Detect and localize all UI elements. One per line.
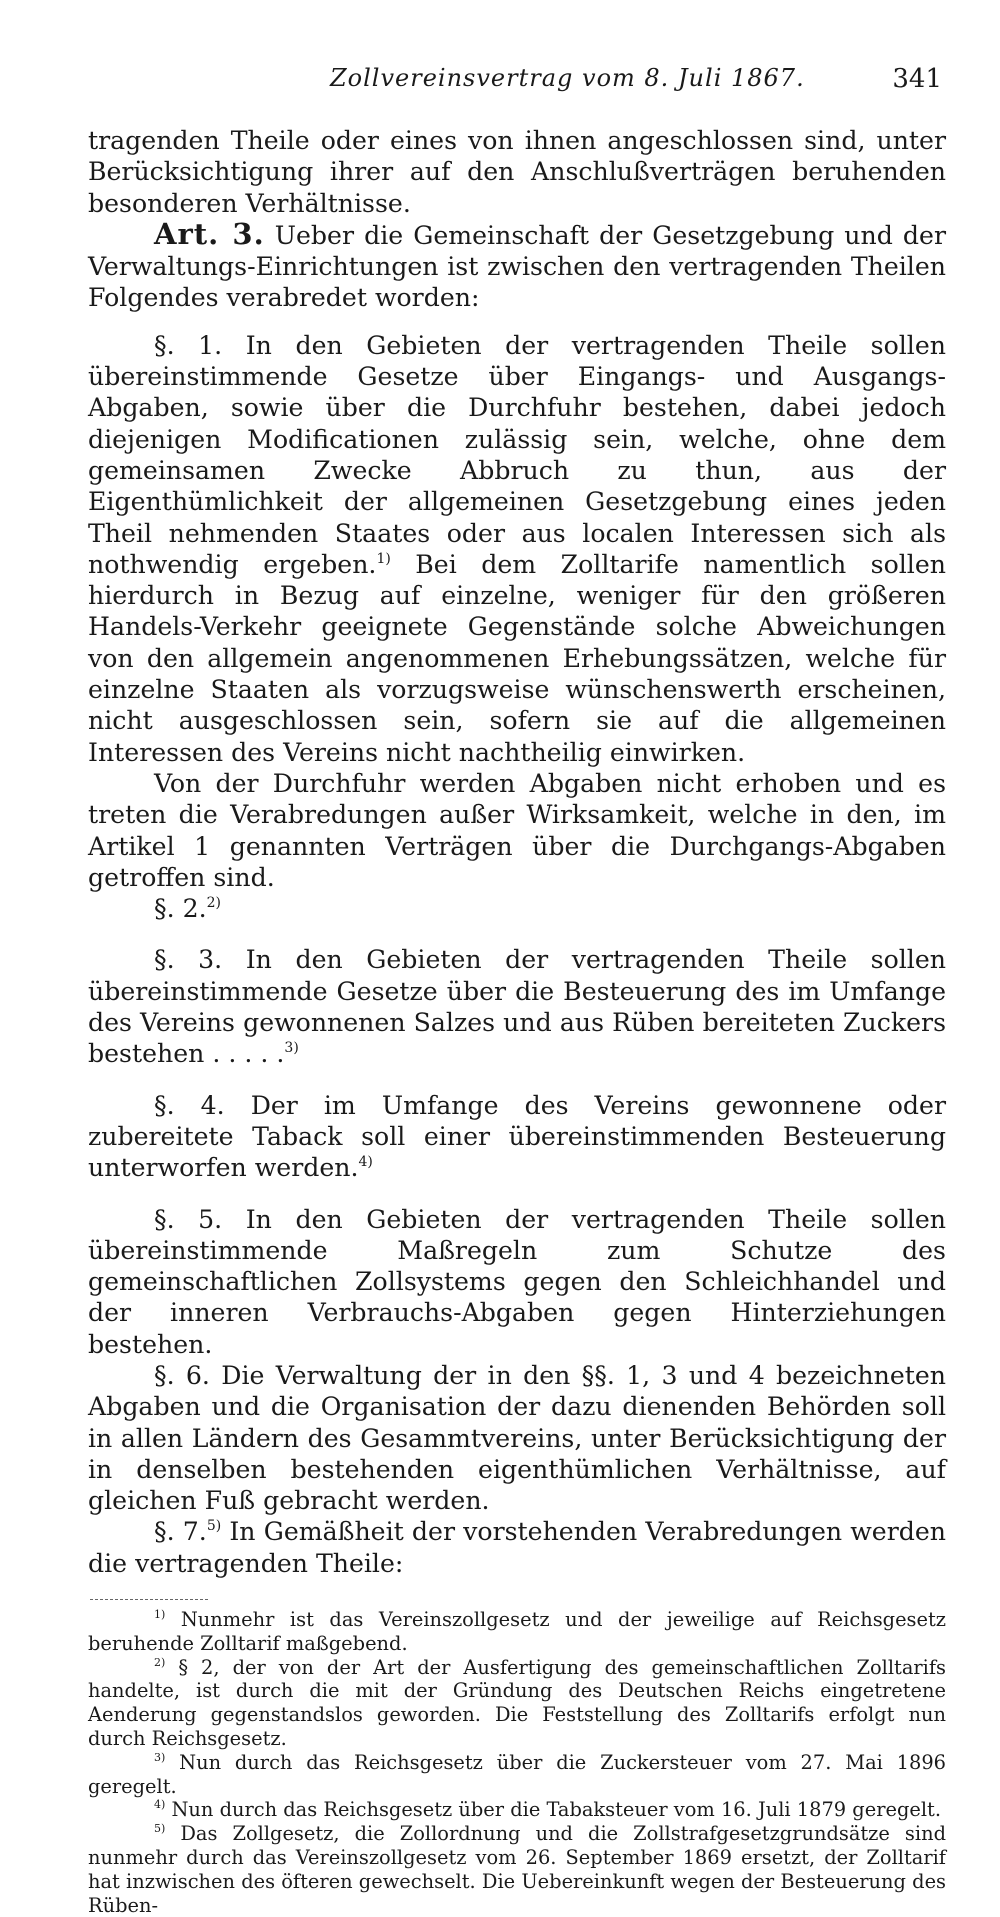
footnote-2-text: § 2, der von der Art der Ausfertigung des gemeinschaftlichen Zolltarifs handelte, ist durch die mit der Gründung des Deutschen Reichs eingetretene Aenderung gegenstandslos geworden. Die Feststellung des Zolltarifs erfolgt nun durch Reichsgesetz. [88,1655,946,1751]
section-6-text: Die Verwaltung der in den §§. 1, 3 und 4 bezeichneten Abgaben und die Organisation der dazu dienenden Behörden soll in allen Ländern des Gesammtvereins, unter Berücksichtigung der in denselben bestehenden eigenthümlichen Verhältnisse, auf gleichen Fuß gebracht werden. [88,1360,946,1516]
footnote-1-mark: 1) [154,1608,166,1622]
footnote-3-mark: 3) [154,1750,166,1764]
section-1-text-b: Bei dem Zolltarife namentlich sollen hierdurch in Bezug auf einzelne, weniger für den größeren Handels-Verkehr geeignete Gegenstände solche Abweichungen von den allgemein angenommenen Erhebungssätzen, welche für einzelne Staaten als vorzugsweise wünschenswerth erscheinen, nicht ausgeschlossen sein, sofern sie auf die allgemeinen Interessen des Vereins nicht nachtheilig einwirken. [88,549,946,767]
page-header [90,64,942,104]
page-number: 341 [892,64,942,94]
section-1-paragraph [88,330,946,768]
body-text [88,125,946,1917]
durchfuhr-paragraph: Von der Durchfuhr werden Abgaben nicht erhoben und es treten die Verabredungen außer Wirksamkeit, welche in den, im Artikel 1 genannten Verträgen über die Durchgangs-Abgaben getroffen sind. [88,768,946,892]
footnotes [88,1608,946,1917]
article-3-label: Art. 3. [154,216,265,251]
section-2-paragraph [88,893,946,924]
footnote-1-text: Nunmehr ist das Vereinszollgesetz und der jeweilige auf Reichsgesetz beruhende Zolltarif maßgebend. [88,1608,946,1655]
footnote-4-mark: 4) [154,1798,166,1812]
footnote-5-text: Das Zollgesetz, die Zollordnung und die Zollstrafgesetzgrundsätze sind nunmehr durch das Vereinszollgesetz vom 26. September 1869 ersetzt, der Zolltarif hat inzwischen des öfteren gewechselt. Die Uebereinkunft wegen der Besteuerung des Rüben- [88,1822,946,1917]
footnote-3 [88,1751,946,1799]
running-title: Zollvereinsvertrag vom 8. Juli 1867. [330,64,805,92]
section-1-label: §. 1. [154,330,223,360]
footnote-separator [90,1599,208,1600]
footnote-ref-5: 5) [206,1518,222,1535]
paragraph-continuation: tragenden Theile oder eines von ihnen angeschlossen sind, unter Berücksichtigung ihrer auf den Anschlußverträgen beruhenden besonderen Verhältnisse. [88,126,946,218]
footnote-5 [88,1822,946,1917]
section-2-label: §. 2. [154,894,207,924]
section-7-text: In Gemäßheit der vorstehenden Verabredungen werden die vertragenden Theile: [88,1517,946,1578]
section-1-text-a: In den Gebieten der vertragenden Theile sollen übereinstimmende Gesetze über Eingangs- und Ausgangs-Abgaben, sowie über die Durchfuhr bestehen, dabei jedoch diejenigen Modificationen zulässig sein, welche, ohne dem gemeinsamen Zwecke Abbruch zu thun, aus der Eigenthümlichkeit der allgemeinen Gesetzgebung eines jeden Theil nehmenden Staates oder aus localen Interessen sich als nothwendig ergeben. [88,330,946,579]
section-3-paragraph [88,944,946,1069]
footnote-2-mark: 2) [154,1655,166,1669]
footnote-4 [88,1798,946,1822]
footnote-ref-2: 2) [206,895,222,912]
footnote-ref-4: 4) [358,1154,373,1171]
footnote-2 [88,1656,946,1751]
footnote-3-text: Nun durch das Reichsgesetz über die Zuckersteuer vom 27. Mai 1896 geregelt. [88,1750,946,1798]
footnote-ref-3: 3) [284,1040,299,1057]
section-4-paragraph [88,1090,946,1184]
section-3-label: §. 3. [154,945,223,975]
section-5-paragraph [88,1204,946,1360]
article-3-text: Ueber die Gemeinschaft der Gesetzgebung und der Verwaltungs-Einrichtungen ist zwischen den vertragenden Theilen Folgendes verabredet worden: [88,220,946,313]
footnote-5-mark: 5) [154,1822,166,1836]
section-5-text: In den Gebieten der vertragenden Theile sollen übereinstimmende Maßregeln zum Schutze des gemeinschaftlichen Zollsystems gegen den Schleichhandel und der inneren Verbrauchs-Abgaben gegen Hinterziehungen bestehen. [88,1204,946,1359]
section-3-text: In den Gebieten der vertragenden Theile sollen übereinstimmende Gesetze über die Besteuerung des im Umfange des Vereins gewonnenen Salzes und aus Rüben bereiteten Zuckers bestehen . . . . . [88,945,946,1069]
section-7-label: §. 7. [154,1517,207,1547]
section-4-label: §. 4. [154,1090,225,1120]
footnote-4-text: Nun durch das Reichsgesetz über die Tabaksteuer vom 16. Juli 1879 geregelt. [165,1798,941,1822]
section-6-label: §. 6. [154,1360,210,1390]
section-4-text: Der im Umfange des Vereins gewonnene oder zubereitete Taback soll einer übereinstimmenden Besteuerung unterworfen werden. [88,1090,947,1183]
section-5-label: §. 5. [154,1204,223,1234]
section-6-paragraph [88,1360,946,1516]
section-7-paragraph [88,1516,946,1579]
footnote-1 [88,1608,946,1656]
footnote-ref-1: 1) [376,550,391,567]
article-3-paragraph [88,216,946,314]
